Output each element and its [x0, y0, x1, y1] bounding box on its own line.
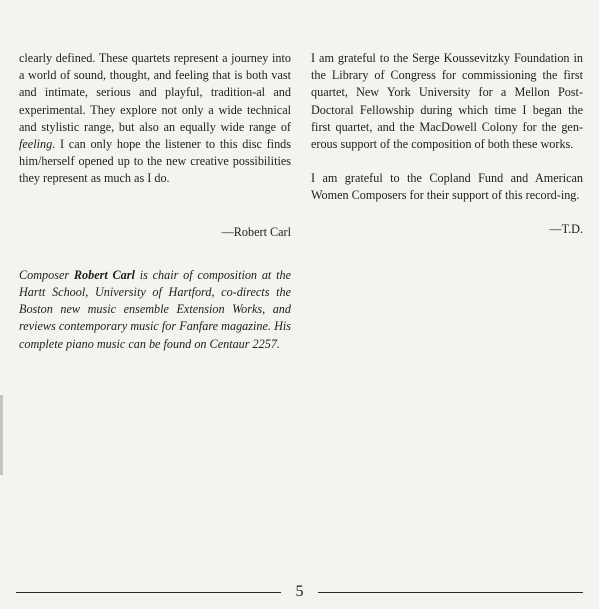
footer-rule-right: [318, 592, 583, 593]
right-column: [311, 50, 583, 238]
initials-signature: —T.D.: [549, 221, 583, 236]
bio-prefix: Composer: [19, 267, 74, 282]
page-footer: [16, 582, 583, 602]
acknowledgement-paragraph-1: I am grateful to the Serge Koussevitzky Foundation in the Library of Congress for commissioning the first quartet, New York University for a Mellon Post-Doctoral Fellowship during which time I began the first quartet, and the MacDowell Colony for the gen-erous support of the composition of both these works.: [311, 51, 583, 152]
scan-shadow-edge: [0, 395, 3, 475]
bio-text: is chair of composition at the Hartt School, University of Hartford, co-directs the Boston new music ensemble Extension Works, and reviews contemporary music for Fanfare magazine. His complete piano music can be found on Centaur 2257.: [19, 267, 291, 351]
emphasized-word: feeling: [19, 137, 53, 152]
essay-closing-paragraph: [19, 50, 291, 188]
author-signature: —Robert Carl: [221, 224, 291, 239]
page-number: 5: [295, 583, 304, 600]
paragraph-text-before: clearly defined. These quartets represent a journey into a world of sound, thought, and feeling that is both vast and intimate, serious and playful, tradition-al and experimental. They explore not only a wide technical and stylistic range, but also an equally wide range of: [19, 51, 291, 134]
paragraph-text-after: . I can only hope the listener to this disc finds him/herself opened up to the new creative possibilities they represent as much as I do.: [19, 137, 291, 186]
left-column: [19, 50, 291, 353]
composer-bio: [19, 267, 291, 353]
acknowledgement-paragraph-2: I am grateful to the Copland Fund and American Women Composers for their support of this record-ing.: [311, 171, 583, 203]
bio-name: Robert Carl: [73, 267, 135, 282]
